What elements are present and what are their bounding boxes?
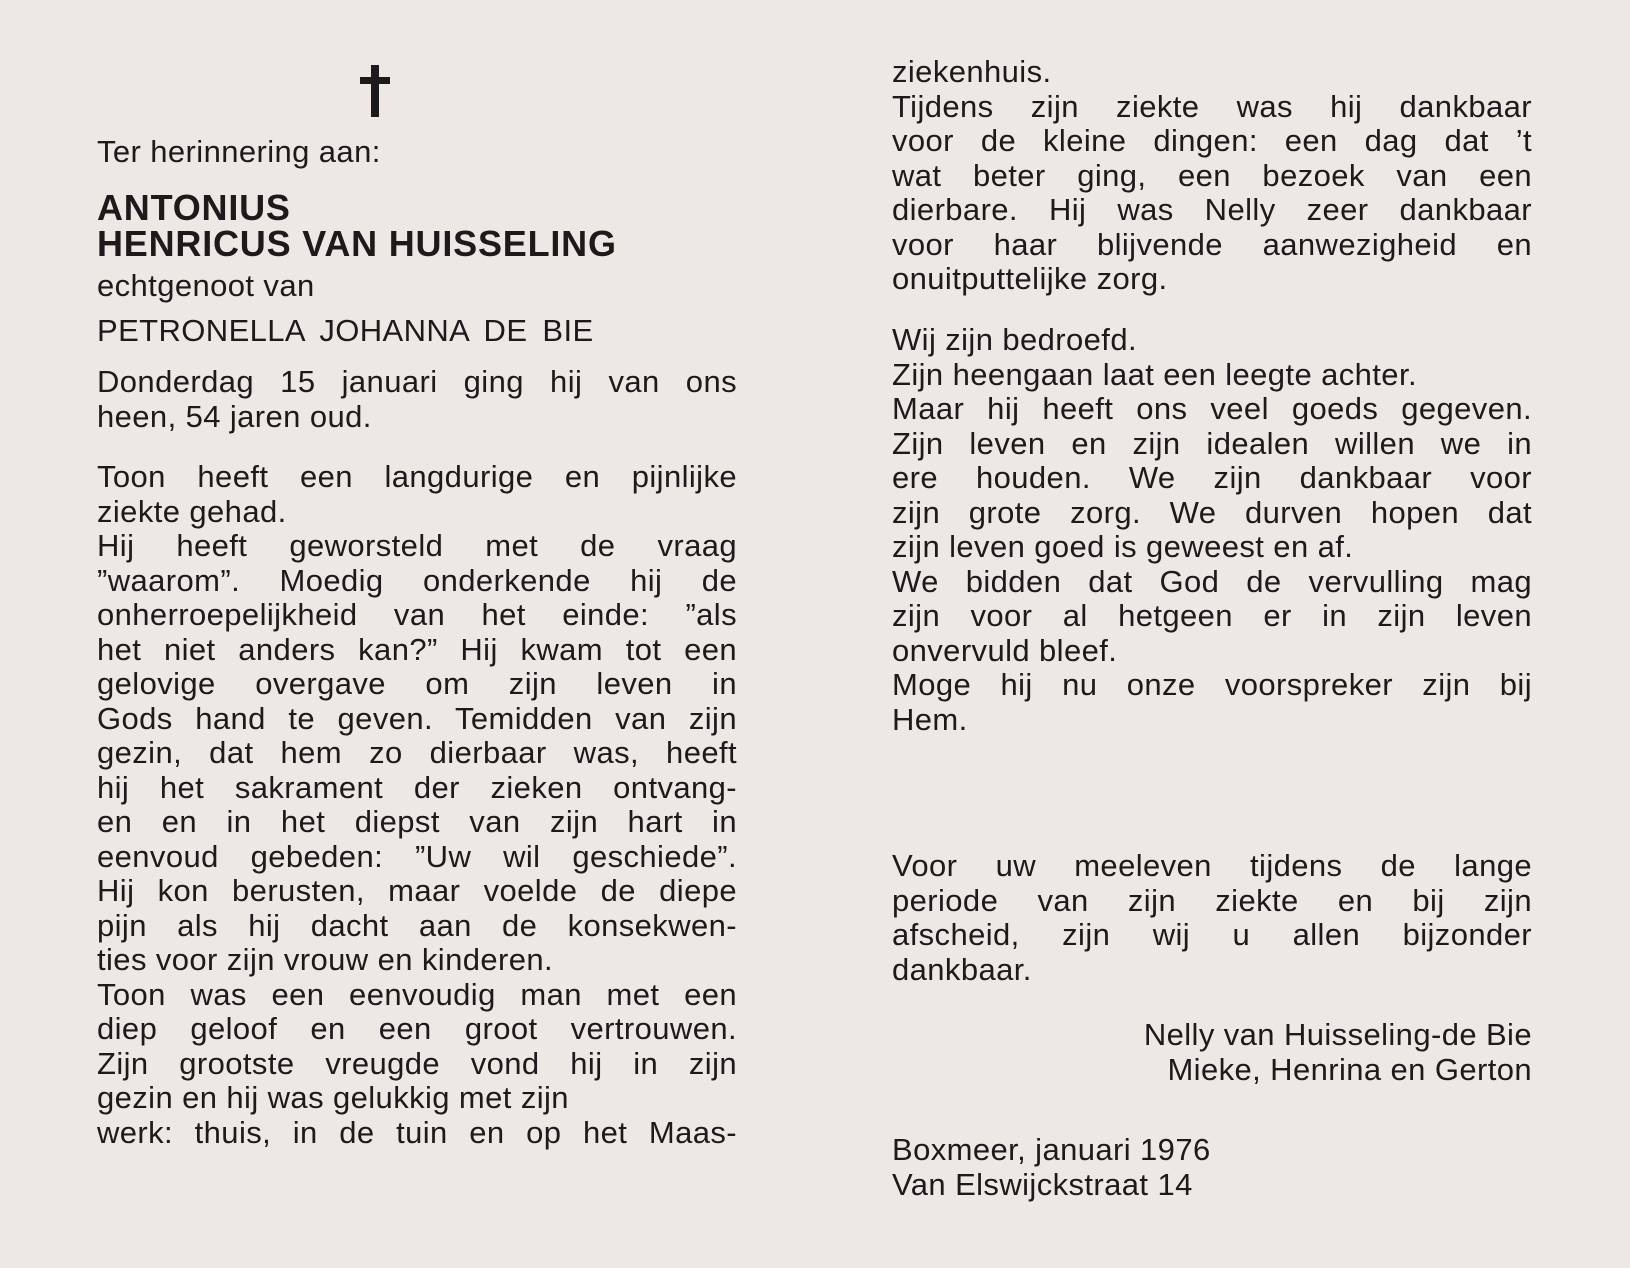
story-line: pijn als hij dacht aan de konsekwen- bbox=[97, 907, 737, 943]
story-line: Toon was een eenvoudig man met een bbox=[97, 976, 737, 1012]
death-notice-line: Donderdag 15 januari ging hij van ons bbox=[97, 364, 737, 399]
story-line: Gods hand te geven. Temidden van zijn bbox=[97, 700, 737, 736]
death-notice-line: heen, 54 jaren oud. bbox=[97, 398, 372, 434]
story-line: hij het sakrament der zieken ontvang- bbox=[97, 769, 737, 805]
story-line: onherroepelijkheid van het einde: ”als bbox=[97, 597, 737, 632]
grief-line: Moge hij nu onze voorspreker zijn bij bbox=[892, 667, 1532, 702]
thanks-line: Voor uw meeleven tijdens de lange bbox=[892, 848, 1532, 883]
continuation-line: Tijdens zijn ziekte was hij dankbaar bbox=[892, 88, 1532, 124]
continuation-line: voor de kleine dingen: een dag dat ’t bbox=[892, 123, 1532, 158]
story-line: werk: thuis, in de tuin en op het Maas- bbox=[97, 1114, 737, 1150]
grief-line: zijn grote zorg. We durven hopen dat bbox=[892, 494, 1532, 530]
intro-text: Ter herinnering aan: bbox=[97, 134, 381, 169]
story-line: Toon heeft een langdurige en pijnlijke bbox=[97, 459, 737, 494]
thanks-line: afscheid, zijn wij u allen bijzonder bbox=[892, 917, 1532, 952]
story-line: en en in het diepst van zijn hart in bbox=[97, 804, 737, 839]
story-line: eenvoud gebeden: ”Uw wil geschiede”. bbox=[97, 838, 737, 874]
story-line: gezin en hij was gelukkig met zijn bbox=[97, 1080, 569, 1115]
spouse-prefix: echtgenoot van bbox=[97, 268, 315, 303]
signature-line: Nelly van Huisseling-de Bie bbox=[1143, 1017, 1532, 1052]
grief-line: onvervuld bleef. bbox=[892, 632, 1118, 668]
story-line: Hij kon berusten, maar voelde de diepe bbox=[97, 873, 737, 908]
story-line: ziekte gehad. bbox=[97, 493, 287, 529]
grief-line: Hem. bbox=[892, 701, 968, 737]
continuation-line: dierbare. Hij was Nelly zeer dankbaar bbox=[892, 192, 1532, 227]
address: Van Elswijckstraat 14 bbox=[892, 1167, 1193, 1202]
story-line: gezin, dat hem zo dierbaar was, heeft bbox=[97, 735, 737, 770]
story-line: Hij heeft geworsteld met de vraag bbox=[97, 528, 737, 563]
grief-line: Zijn leven en zijn idealen willen we in bbox=[892, 425, 1532, 461]
cross-icon bbox=[360, 65, 390, 117]
grief-line: zijn voor al hetgeen er in zijn leven bbox=[892, 598, 1532, 633]
grief-line: Wij zijn bedroefd. bbox=[892, 322, 1137, 357]
signature-line: Mieke, Henrina en Gerton bbox=[1167, 1051, 1532, 1087]
deceased-name-line-1: ANTONIUS bbox=[97, 187, 291, 228]
grief-line: ere houden. We zijn dankbaar voor bbox=[892, 460, 1532, 495]
thanks-line: periode van zijn ziekte en bij zijn bbox=[892, 882, 1532, 918]
continuation-line: wat beter ging, een bezoek van een bbox=[892, 157, 1532, 193]
continuation-line: voor haar blijvende aanwezigheid en bbox=[892, 226, 1532, 262]
grief-line: Maar hij heeft ons veel goeds gegeven. bbox=[892, 391, 1532, 426]
grief-line: zijn leven goed is geweest en af. bbox=[892, 529, 1354, 564]
story-line: diep geloof en een groot vertrouwen. bbox=[97, 1011, 737, 1046]
spouse-name: PETRONELLA JOHANNA DE BIE bbox=[97, 313, 594, 348]
grief-line: We bidden dat God de vervulling mag bbox=[892, 563, 1532, 599]
story-line: ties voor zijn vrouw en kinderen. bbox=[97, 942, 554, 977]
story-line: ”waarom”. Moedig onderkende hij de bbox=[97, 562, 737, 598]
thanks-line: dankbaar. bbox=[892, 951, 1032, 987]
continuation-line: onuitputtelijke zorg. bbox=[892, 261, 1168, 296]
story-line: Zijn grootste vreugde vond hij in zijn bbox=[97, 1045, 737, 1081]
grief-line: Zijn heengaan laat een leegte achter. bbox=[892, 356, 1417, 392]
deceased-name-line-2: HENRICUS VAN HUISSELING bbox=[97, 223, 617, 264]
story-line: gelovige overgave om zijn leven in bbox=[97, 666, 737, 701]
place-date: Boxmeer, januari 1976 bbox=[892, 1132, 1211, 1167]
continuation-line: ziekenhuis. bbox=[892, 54, 1052, 89]
story-line: het niet anders kan?” Hij kwam tot een bbox=[97, 631, 737, 667]
